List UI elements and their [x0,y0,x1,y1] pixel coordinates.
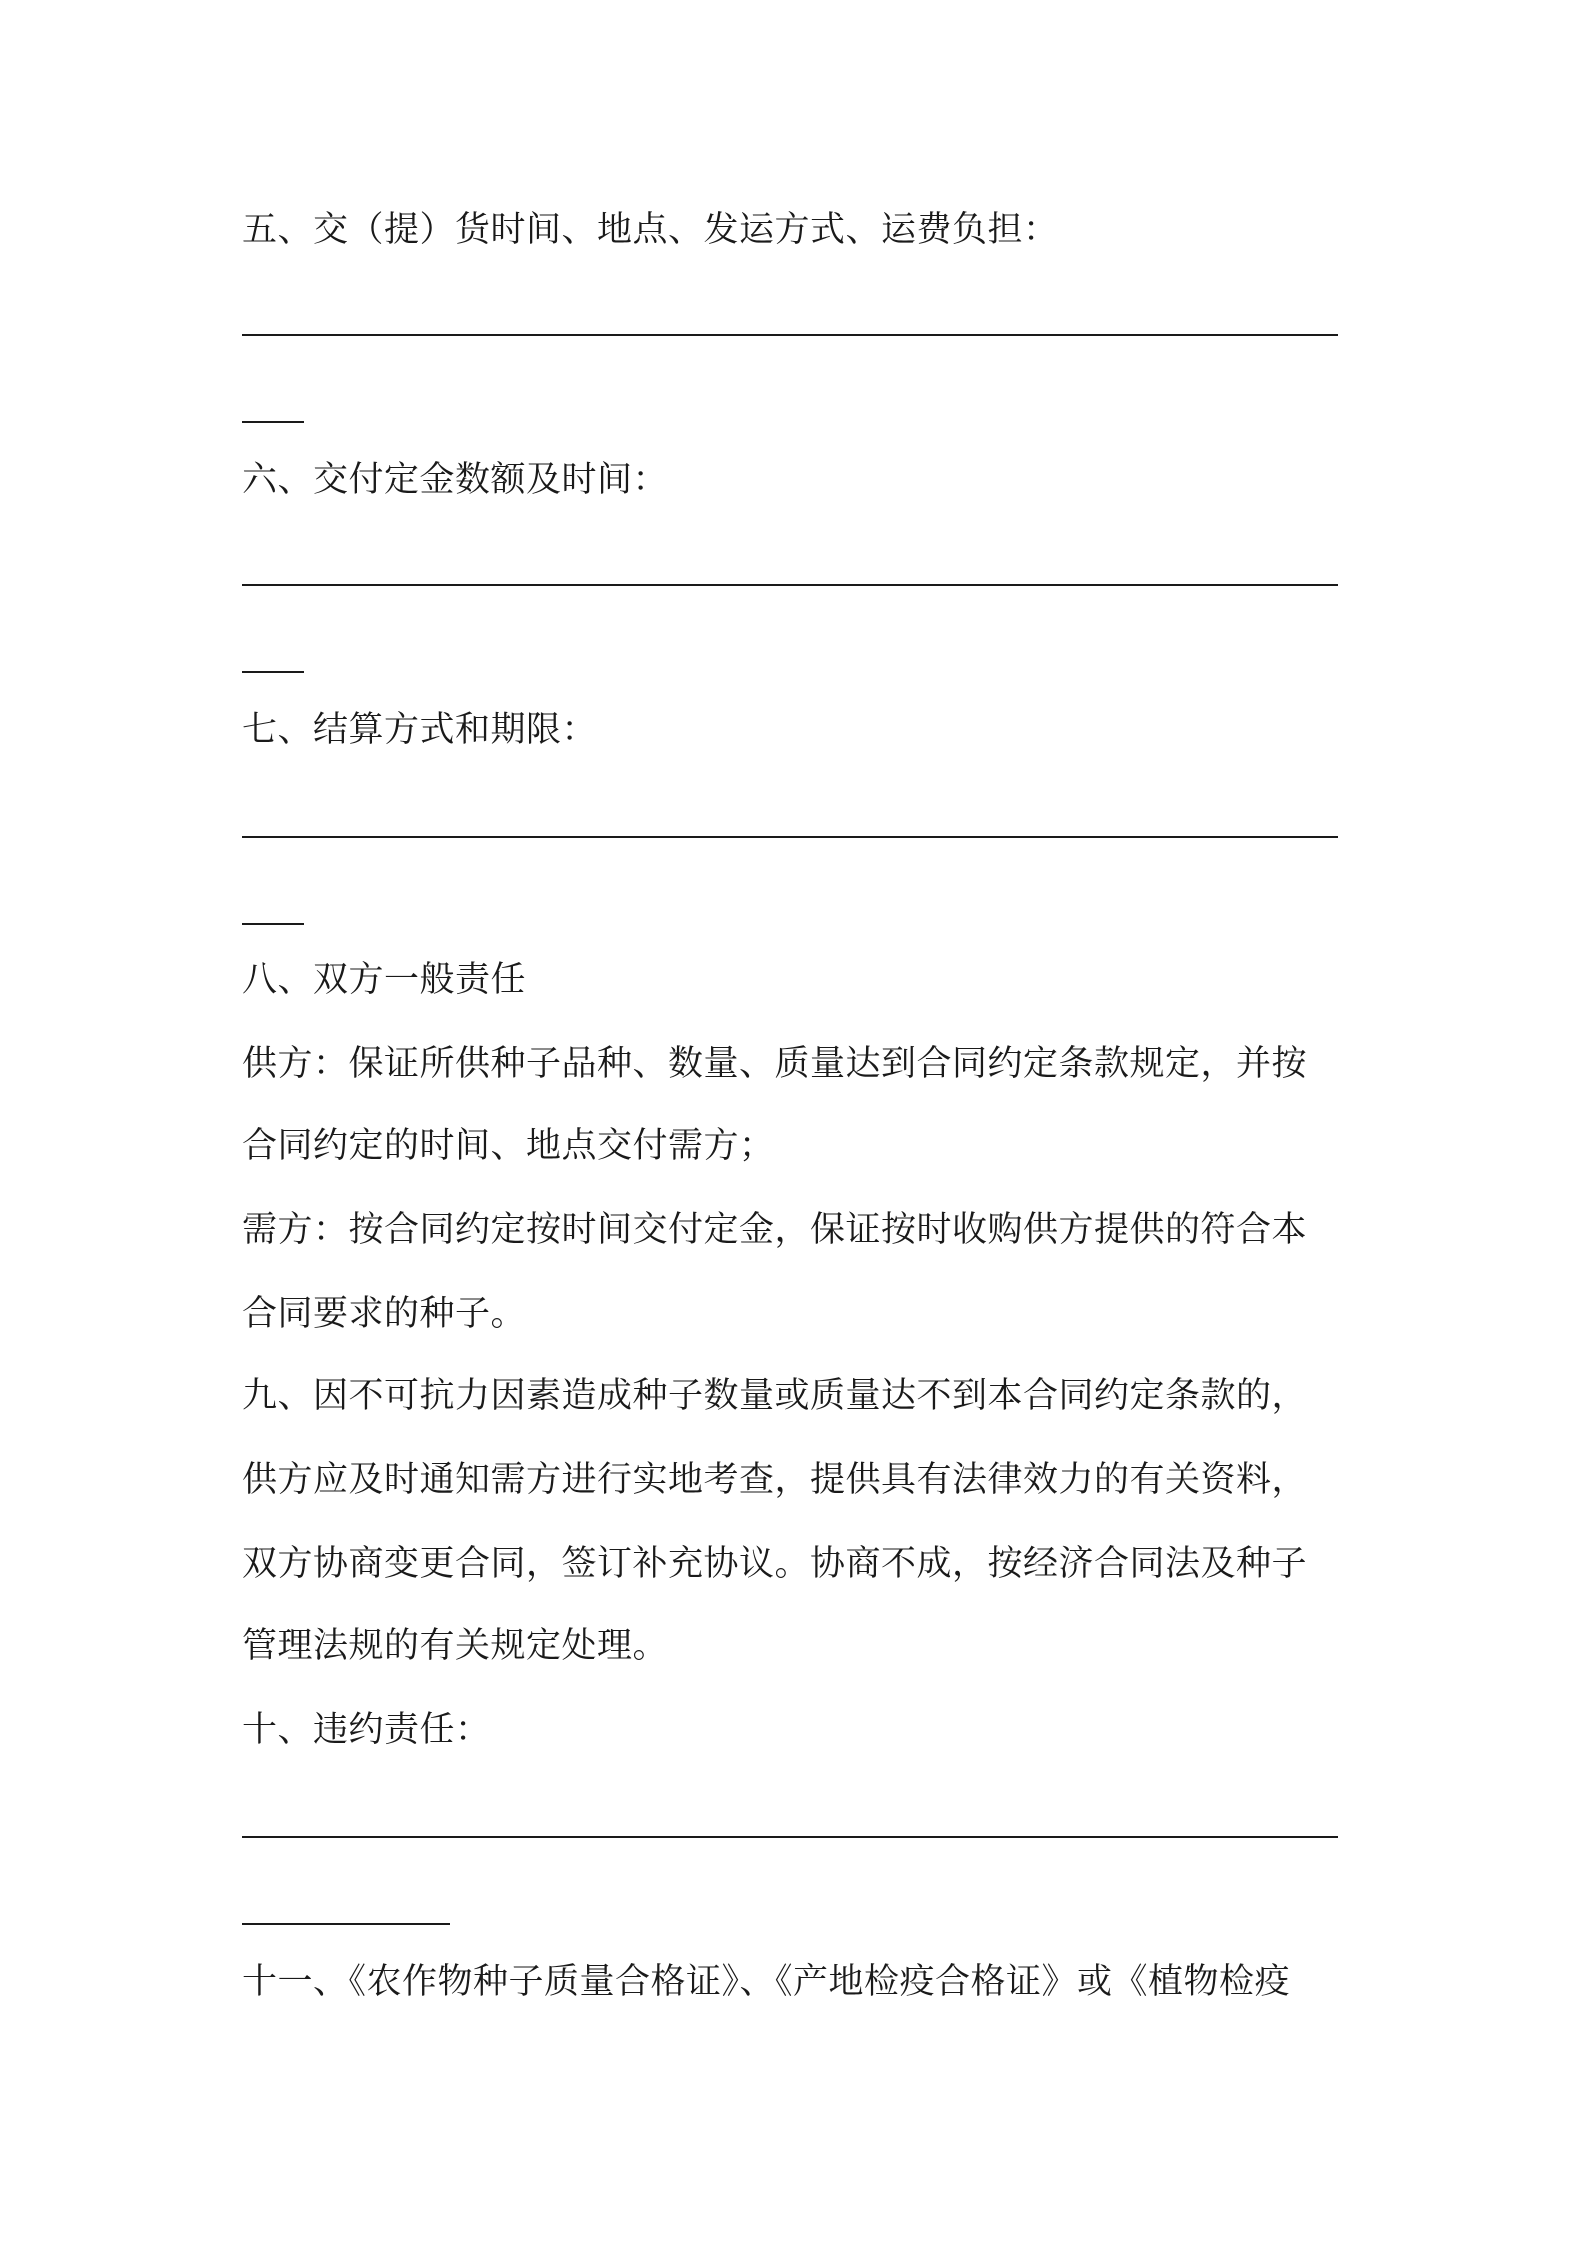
clause-9-text-cont: 供方应及时通知需方进行实地考查，提供具有法律效力的有关资料， [242,1460,1308,1500]
clause-8-buyer-text-cont: 合同要求的种子。 [242,1294,527,1334]
fill-in-line [242,1836,1338,1838]
clause-9-text: 九、因不可抗力因素造成种子数量或质量达不到本合同约定条款的， [242,1376,1308,1416]
clause-9-text-cont: 管理法规的有关规定处理。 [242,1626,669,1666]
clause-8-supplier-text: 供方：保证所供种子品种、数量、质量达到合同约定条款规定，并按 [242,1044,1308,1084]
clause-9-text-cont: 双方协商变更合同，签订补充协议。协商不成，按经济合同法及种子 [242,1544,1308,1584]
fill-in-line-continued [242,671,304,673]
clause-8-buyer-text: 需方：按合同约定按时间交付定金，保证按时收购供方提供的符合本 [242,1210,1308,1250]
fill-in-line-continued [242,421,304,423]
clause-7-title: 七、结算方式和期限： [242,710,598,750]
clause-8-supplier-text-cont: 合同约定的时间、地点交付需方； [242,1126,775,1166]
fill-in-line [242,334,1338,336]
fill-in-line [242,836,1338,838]
fill-in-line [242,584,1338,586]
clause-10-title: 十、违约责任： [242,1710,491,1750]
clause-8-title: 八、双方一般责任 [242,960,527,1000]
fill-in-line-continued [242,1923,450,1925]
clause-6-title: 六、交付定金数额及时间： [242,460,669,500]
clause-11-text: 十一、《农作物种子质量合格证》、《产地检疫合格证》或《植物检疫 [242,1962,1291,2002]
clause-5-title: 五、交（提）货时间、地点、发运方式、运费负担： [242,210,1059,250]
fill-in-line-continued [242,923,304,925]
